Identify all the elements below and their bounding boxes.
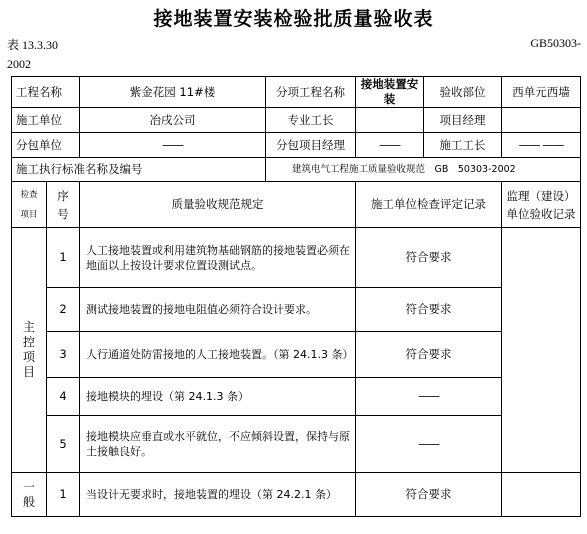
sub-unit-value: —— <box>80 133 266 158</box>
col-spec: 质量验收规范规定 <box>80 182 356 228</box>
header-row-unit <box>12 108 581 133</box>
column-header-row <box>12 182 581 228</box>
crew-leader-label: 施工工长 <box>424 133 502 158</box>
table-year: 2002 <box>7 57 31 71</box>
table-number <box>7 36 58 74</box>
standard-row <box>12 158 581 182</box>
pm-label: 项目经理 <box>424 108 502 133</box>
inspection-form-table <box>11 76 581 517</box>
col-check-item <box>12 182 47 228</box>
item-spec: 人行通道处防雷接地的人工接地装置。（第 24.1.3 条） <box>80 332 356 378</box>
col-check-item-text: 检查项目 <box>20 189 38 220</box>
item-no: 1 <box>47 473 80 517</box>
foreman-label: 专业工长 <box>266 108 356 133</box>
item-record: 符合要求 <box>356 288 502 332</box>
item-no: 1 <box>47 228 80 288</box>
subproject-value: 接地装置安装 <box>356 77 424 108</box>
standard-label: 施工执行标准名称及编号 <box>12 158 266 182</box>
item-record: —— <box>356 378 502 416</box>
item-record: —— <box>356 416 502 473</box>
item-no: 3 <box>47 332 80 378</box>
foreman-value <box>356 108 424 133</box>
item-spec: 测试接地装置的接地电阻值必须符合设计要求。 <box>80 288 356 332</box>
item-row <box>12 473 581 517</box>
col-seq <box>47 182 80 228</box>
group-main-label <box>12 228 47 473</box>
form-title: 接地装置安装检验批质量验收表 <box>153 8 434 30</box>
item-record: 符合要求 <box>356 473 502 517</box>
project-name-label: 工程名称 <box>12 77 80 108</box>
sub-pm-label: 分包项目经理 <box>266 133 356 158</box>
header-row-project <box>12 77 581 108</box>
item-record: 符合要求 <box>356 332 502 378</box>
item-spec: 人工接地装置或利用建筑物基础钢筋的接地装置必须在地面以上按设计要求位置设测试点。 <box>80 228 356 288</box>
sub-unit-label: 分包单位 <box>12 133 80 158</box>
item-row <box>12 416 581 473</box>
item-spec: 接地模块的埋设（第 24.1.3 条） <box>80 378 356 416</box>
col-supervisor-record: 监理（建设）单位验收记录 <box>502 182 581 228</box>
group-general-text: 一般 <box>22 479 35 509</box>
standard-code: GB50303- <box>530 36 581 50</box>
construction-unit-value: 冶戌公司 <box>80 108 266 133</box>
construction-unit-label: 施工单位 <box>12 108 80 133</box>
standard-value: 建筑电气工程施工质量验收规范 GB 50303-2002 <box>266 158 581 182</box>
supervisor-record-general <box>502 473 581 517</box>
subproject-label: 分项工程名称 <box>266 77 356 108</box>
col-seq-text: 序号 <box>57 188 69 221</box>
item-row <box>12 228 581 288</box>
group-main-text: 主控项目 <box>22 320 35 379</box>
supervisor-record-main <box>502 228 581 473</box>
pm-value <box>502 108 581 133</box>
item-record: 符合要求 <box>356 228 502 288</box>
item-row <box>12 288 581 332</box>
col-contractor-record: 施工单位检查评定记录 <box>356 182 502 228</box>
item-spec: 当设计无要求时，接地装置的埋设（第 24.2.1 条） <box>80 473 356 517</box>
item-row <box>12 378 581 416</box>
group-general-label <box>12 473 47 517</box>
item-no: 5 <box>47 416 80 473</box>
header-row-subcontract <box>12 133 581 158</box>
item-no: 4 <box>47 378 80 416</box>
sub-pm-value: —— <box>356 133 424 158</box>
table-number-label: 表 13.3.30 <box>7 38 59 52</box>
project-name-value: 紫金花园 11#楼 <box>80 77 266 108</box>
accept-part-value: 西单元西墙 <box>502 77 581 108</box>
item-row <box>12 332 581 378</box>
crew-leader-value: —— —— <box>502 133 581 158</box>
accept-part-label: 验收部位 <box>424 77 502 108</box>
item-spec: 接地模块应垂直或水平就位，不应倾斜设置，保持与原土接触良好。 <box>80 416 356 473</box>
item-no: 2 <box>47 288 80 332</box>
